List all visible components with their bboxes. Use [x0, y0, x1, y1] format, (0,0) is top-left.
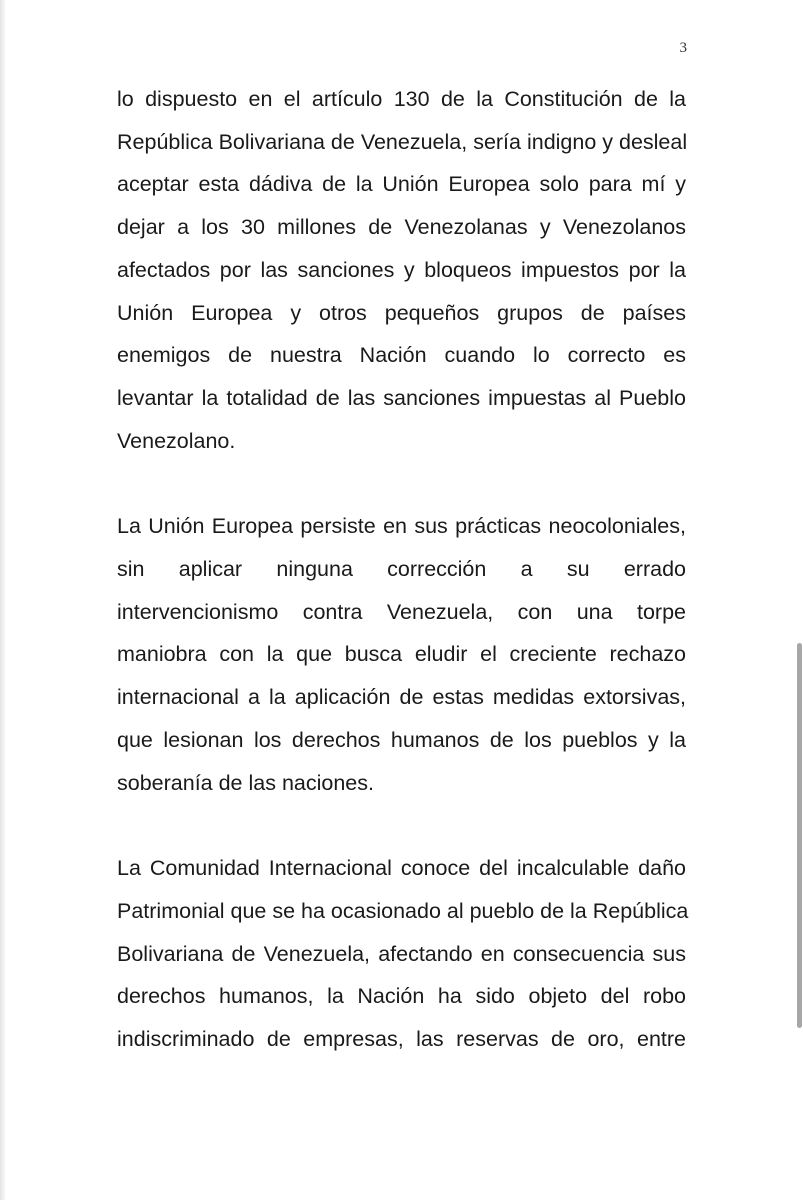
scrollbar-thumb[interactable]: [797, 643, 802, 1028]
text-line: soberanía de las naciones.: [117, 770, 374, 795]
text-line: internacional a la aplicación de estas medidas extorsivas,: [117, 685, 686, 710]
text-line: La Comunidad Internacional conoce del incalculable daño: [117, 856, 686, 881]
page-number: 3: [679, 40, 687, 56]
text-line: indiscriminado de empresas, las reservas de oro, entre: [117, 1027, 686, 1052]
text-line: Unión Europea y otros pequeños grupos de países: [117, 300, 686, 325]
text-line: maniobra con la que busca eludir el creciente rechazo: [117, 642, 686, 667]
text-line: que lesionan los derechos humanos de los pueblos y la: [117, 727, 686, 752]
text-line: La Unión Europea persiste en sus prácticas neocoloniales,: [117, 514, 686, 539]
text-line: dejar a los 30 millones de Venezolanas y Venezolanos: [117, 215, 686, 240]
paragraph-1: [117, 78, 686, 462]
text-line: intervencionismo contra Venezuela, con una torpe: [117, 599, 686, 624]
text-line: sin aplicar ninguna corrección a su errado: [117, 557, 686, 582]
scrollbar[interactable]: [795, 0, 803, 1200]
text-line: aceptar esta dádiva de la Unión Europea solo para mí y: [117, 172, 686, 197]
text-line: Bolivariana de Venezuela, afectando en consecuencia sus: [117, 941, 686, 966]
paragraph-3: [117, 847, 689, 1061]
text-line: Patrimonial que se ha ocasionado al pueblo de la República: [117, 898, 689, 923]
text-line: afectados por las sanciones y bloqueos impuestos por la: [117, 257, 686, 282]
paragraph-2: [117, 505, 686, 804]
text-line: enemigos de nuestra Nación cuando lo correcto es: [117, 343, 686, 368]
text-line: Venezolano.: [117, 428, 236, 453]
text-line: derechos humanos, la Nación ha sido objeto del robo: [117, 984, 686, 1009]
text-line: lo dispuesto en el artículo 130 de la Constitución de la: [117, 87, 686, 111]
text-line: República Bolivariana de Venezuela, sería indigno y desleal: [117, 129, 688, 154]
text-line: levantar la totalidad de las sanciones impuestas al Pueblo: [117, 385, 686, 410]
document-body: [117, 78, 689, 1061]
page-left-edge: [0, 0, 5, 1200]
